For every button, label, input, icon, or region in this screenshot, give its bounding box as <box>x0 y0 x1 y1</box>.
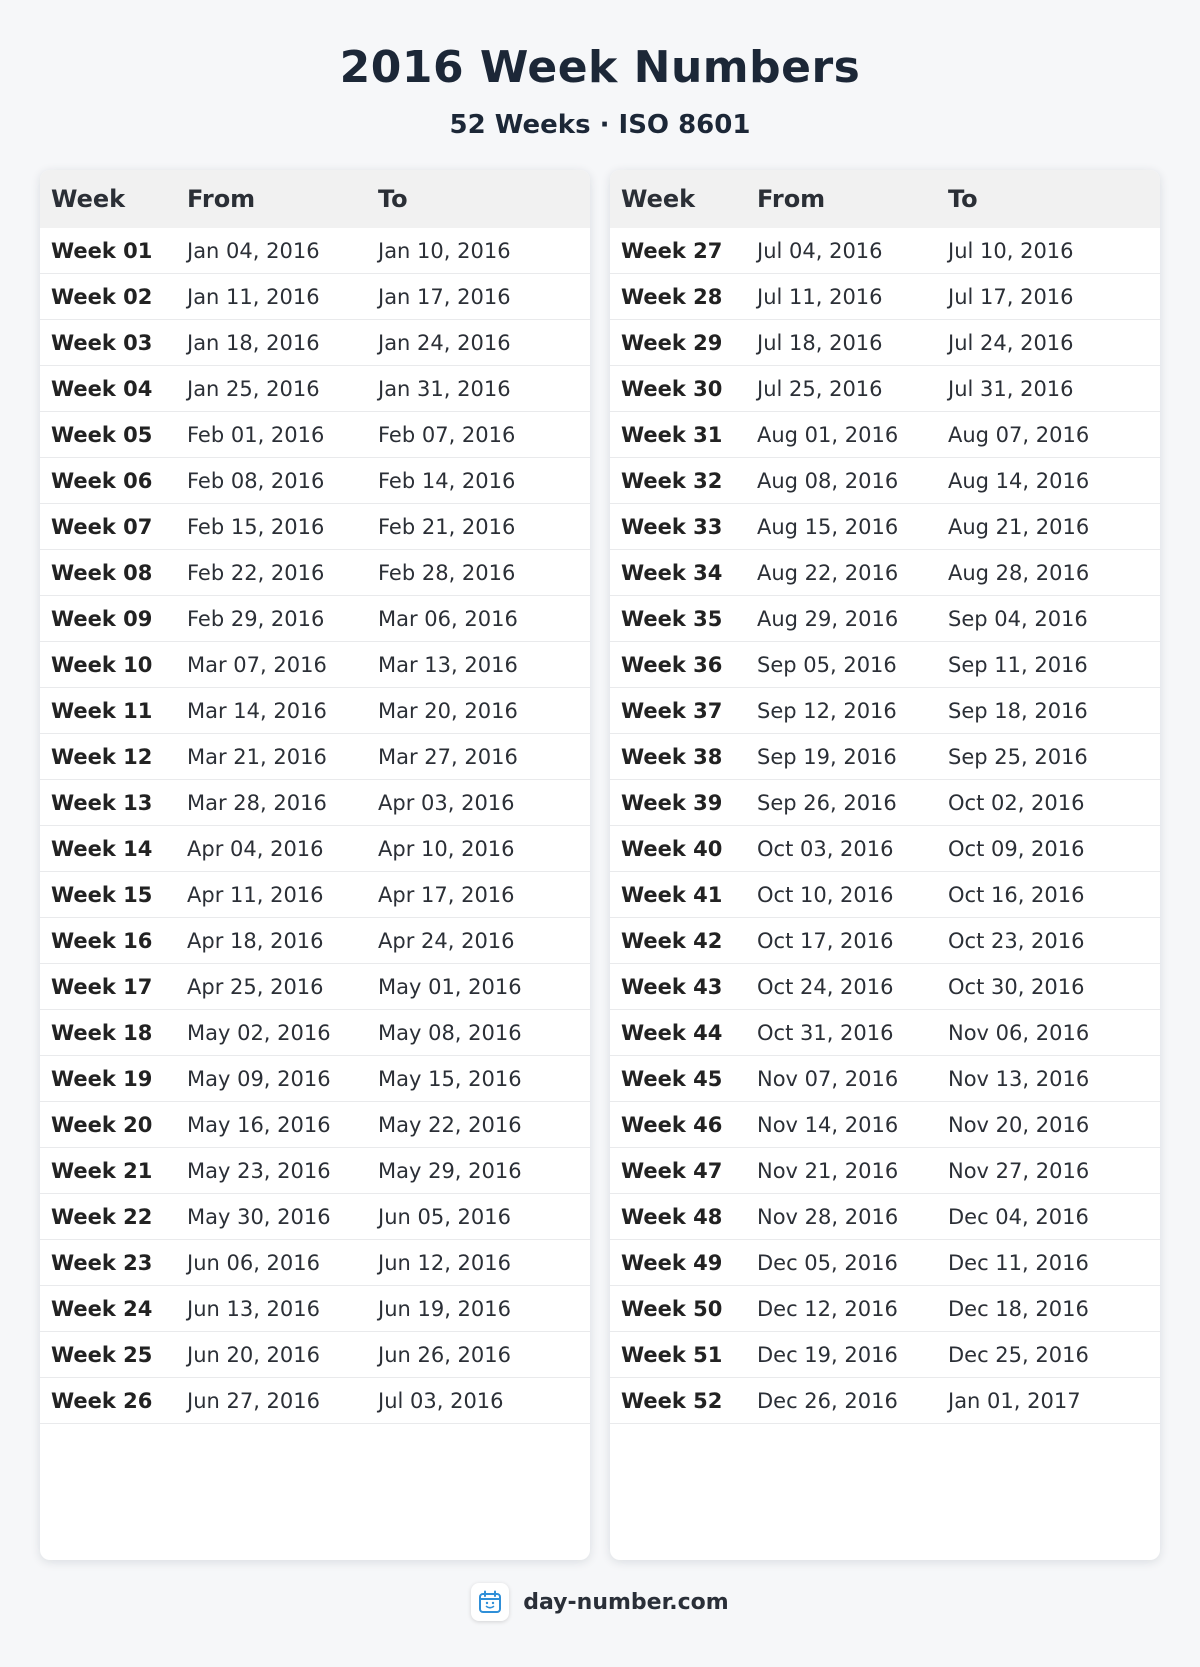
week-cell: Week 26 <box>51 1388 153 1413</box>
from-cell: Jul 18, 2016 <box>757 330 883 355</box>
week-cell: Week 50 <box>621 1296 723 1321</box>
table-row <box>610 1056 1160 1102</box>
table-row <box>610 274 1160 320</box>
week-cell: Week 13 <box>51 790 153 815</box>
table-row <box>40 1194 590 1240</box>
table-row <box>40 642 590 688</box>
week-cell: Week 32 <box>621 468 723 493</box>
table-row <box>610 596 1160 642</box>
week-cell: Week 38 <box>621 744 723 769</box>
table-row <box>40 274 590 320</box>
to-cell: Apr 24, 2016 <box>378 928 515 953</box>
column-header-week: Week <box>621 185 696 213</box>
week-cell: Week 17 <box>51 974 153 999</box>
table-row <box>40 1240 590 1286</box>
week-cell: Week 06 <box>51 468 153 493</box>
week-cell: Week 25 <box>51 1342 153 1367</box>
to-cell: May 29, 2016 <box>378 1158 522 1183</box>
from-cell: Mar 07, 2016 <box>187 652 327 677</box>
week-cell: Week 33 <box>621 514 723 539</box>
table-header-row <box>610 170 1160 228</box>
table-row <box>610 320 1160 366</box>
to-cell: Oct 30, 2016 <box>948 974 1085 999</box>
week-cell: Week 18 <box>51 1020 153 1045</box>
week-cell: Week 44 <box>621 1020 723 1045</box>
to-cell: Jul 31, 2016 <box>948 376 1074 401</box>
from-cell: Aug 01, 2016 <box>757 422 899 447</box>
week-cell: Week 41 <box>621 882 723 907</box>
from-cell: May 23, 2016 <box>187 1158 331 1183</box>
table-row <box>40 366 590 412</box>
table-row <box>610 1240 1160 1286</box>
to-cell: Oct 09, 2016 <box>948 836 1085 861</box>
from-cell: Oct 17, 2016 <box>757 928 894 953</box>
from-cell: Aug 08, 2016 <box>757 468 899 493</box>
table-row <box>610 1010 1160 1056</box>
to-cell: Jan 31, 2016 <box>378 376 511 401</box>
table-row <box>40 1148 590 1194</box>
to-cell: May 01, 2016 <box>378 974 522 999</box>
week-cell: Week 23 <box>51 1250 153 1275</box>
to-cell: Apr 10, 2016 <box>378 836 515 861</box>
table-row <box>40 918 590 964</box>
from-cell: May 09, 2016 <box>187 1066 331 1091</box>
from-cell: Jan 18, 2016 <box>187 330 320 355</box>
to-cell: Feb 14, 2016 <box>378 468 516 493</box>
site-name: day-number.com <box>523 1589 729 1615</box>
from-cell: Feb 15, 2016 <box>187 514 325 539</box>
week-cell: Week 46 <box>621 1112 723 1137</box>
to-cell: Dec 18, 2016 <box>948 1296 1089 1321</box>
table-row <box>40 596 590 642</box>
to-cell: Jan 17, 2016 <box>378 284 511 309</box>
week-cell: Week 30 <box>621 376 723 401</box>
from-cell: Jan 25, 2016 <box>187 376 320 401</box>
from-cell: Mar 28, 2016 <box>187 790 327 815</box>
from-cell: Oct 03, 2016 <box>757 836 894 861</box>
from-cell: Feb 08, 2016 <box>187 468 325 493</box>
to-cell: Jun 19, 2016 <box>378 1296 512 1321</box>
to-cell: Jun 26, 2016 <box>378 1342 512 1367</box>
table-row <box>610 826 1160 872</box>
week-cell: Week 47 <box>621 1158 723 1183</box>
table-row <box>610 872 1160 918</box>
week-cell: Week 05 <box>51 422 153 447</box>
calendar-face-icon <box>471 1583 509 1621</box>
from-cell: Sep 26, 2016 <box>757 790 897 815</box>
table-row <box>610 1194 1160 1240</box>
week-cell: Week 01 <box>51 238 153 263</box>
table-row <box>40 1010 590 1056</box>
column-header-to: To <box>948 185 978 213</box>
to-cell: Aug 14, 2016 <box>948 468 1090 493</box>
table-body <box>610 228 1160 1424</box>
table-header-row <box>40 170 590 228</box>
to-cell: Jun 05, 2016 <box>378 1204 512 1229</box>
from-cell: Feb 29, 2016 <box>187 606 325 631</box>
to-cell: Apr 17, 2016 <box>378 882 515 907</box>
column-header-from: From <box>187 185 256 213</box>
from-cell: Sep 19, 2016 <box>757 744 897 769</box>
table-row <box>40 872 590 918</box>
to-cell: Sep 25, 2016 <box>948 744 1088 769</box>
from-cell: Nov 07, 2016 <box>757 1066 899 1091</box>
table-row <box>610 412 1160 458</box>
to-cell: Mar 20, 2016 <box>378 698 518 723</box>
table-row <box>610 228 1160 274</box>
from-cell: Apr 18, 2016 <box>187 928 324 953</box>
to-cell: Dec 04, 2016 <box>948 1204 1089 1229</box>
from-cell: Nov 14, 2016 <box>757 1112 899 1137</box>
week-cell: Week 39 <box>621 790 723 815</box>
from-cell: Feb 01, 2016 <box>187 422 325 447</box>
week-cell: Week 04 <box>51 376 153 401</box>
to-cell: Nov 06, 2016 <box>948 1020 1090 1045</box>
table-row <box>610 458 1160 504</box>
to-cell: Nov 13, 2016 <box>948 1066 1090 1091</box>
week-cell: Week 27 <box>621 238 723 263</box>
to-cell: Jun 12, 2016 <box>378 1250 512 1275</box>
week-cell: Week 29 <box>621 330 723 355</box>
to-cell: Feb 21, 2016 <box>378 514 516 539</box>
to-cell: Sep 04, 2016 <box>948 606 1088 631</box>
to-cell: May 15, 2016 <box>378 1066 522 1091</box>
week-cell: Week 51 <box>621 1342 723 1367</box>
table-row <box>40 1286 590 1332</box>
week-cell: Week 22 <box>51 1204 153 1229</box>
week-cell: Week 16 <box>51 928 153 953</box>
column-header-to: To <box>378 185 408 213</box>
week-cell: Week 36 <box>621 652 723 677</box>
from-cell: Aug 29, 2016 <box>757 606 899 631</box>
week-cell: Week 11 <box>51 698 153 723</box>
table-row <box>610 780 1160 826</box>
from-cell: Nov 21, 2016 <box>757 1158 899 1183</box>
to-cell: Aug 28, 2016 <box>948 560 1090 585</box>
week-cell: Week 12 <box>51 744 153 769</box>
to-cell: Jul 24, 2016 <box>948 330 1074 355</box>
table-row <box>40 458 590 504</box>
to-cell: Sep 18, 2016 <box>948 698 1088 723</box>
week-cell: Week 31 <box>621 422 723 447</box>
table-row <box>610 688 1160 734</box>
table-row <box>40 826 590 872</box>
week-cell: Week 52 <box>621 1388 723 1413</box>
from-cell: Mar 14, 2016 <box>187 698 327 723</box>
week-cell: Week 10 <box>51 652 153 677</box>
week-cell: Week 43 <box>621 974 723 999</box>
from-cell: Mar 21, 2016 <box>187 744 327 769</box>
from-cell: Apr 11, 2016 <box>187 882 324 907</box>
table-row <box>40 228 590 274</box>
table-row <box>40 504 590 550</box>
from-cell: Jun 13, 2016 <box>187 1296 321 1321</box>
footer <box>0 1582 1200 1622</box>
to-cell: Oct 23, 2016 <box>948 928 1085 953</box>
to-cell: Jan 10, 2016 <box>378 238 511 263</box>
to-cell: Oct 02, 2016 <box>948 790 1085 815</box>
table-row <box>40 964 590 1010</box>
to-cell: Jan 01, 2017 <box>948 1388 1081 1413</box>
week-table-first-half <box>40 170 590 1560</box>
table-row <box>40 412 590 458</box>
page-title: 2016 Week Numbers <box>339 42 861 93</box>
week-cell: Week 28 <box>621 284 723 309</box>
to-cell: Feb 07, 2016 <box>378 422 516 447</box>
column-header-from: From <box>757 185 826 213</box>
from-cell: Apr 04, 2016 <box>187 836 324 861</box>
table-row <box>610 964 1160 1010</box>
from-cell: May 30, 2016 <box>187 1204 331 1229</box>
table-row <box>610 642 1160 688</box>
from-cell: Apr 25, 2016 <box>187 974 324 999</box>
table-row <box>40 320 590 366</box>
table-body <box>40 228 590 1424</box>
to-cell: Nov 27, 2016 <box>948 1158 1090 1183</box>
from-cell: Jan 04, 2016 <box>187 238 320 263</box>
to-cell: Feb 28, 2016 <box>378 560 516 585</box>
table-row <box>610 1148 1160 1194</box>
table-row <box>610 366 1160 412</box>
week-cell: Week 03 <box>51 330 153 355</box>
from-cell: Dec 19, 2016 <box>757 1342 898 1367</box>
from-cell: Feb 22, 2016 <box>187 560 325 585</box>
to-cell: Jul 10, 2016 <box>948 238 1074 263</box>
table-row <box>40 780 590 826</box>
from-cell: Jun 27, 2016 <box>187 1388 321 1413</box>
week-cell: Week 20 <box>51 1112 153 1137</box>
from-cell: Jun 06, 2016 <box>187 1250 321 1275</box>
table-row <box>610 1286 1160 1332</box>
week-cell: Week 49 <box>621 1250 723 1275</box>
from-cell: Aug 22, 2016 <box>757 560 899 585</box>
week-table-second-half <box>610 170 1160 1560</box>
to-cell: Oct 16, 2016 <box>948 882 1085 907</box>
week-cell: Week 34 <box>621 560 723 585</box>
week-cell: Week 07 <box>51 514 153 539</box>
to-cell: Dec 25, 2016 <box>948 1342 1089 1367</box>
from-cell: May 16, 2016 <box>187 1112 331 1137</box>
to-cell: May 22, 2016 <box>378 1112 522 1137</box>
table-row <box>40 550 590 596</box>
from-cell: Aug 15, 2016 <box>757 514 899 539</box>
table-row <box>40 688 590 734</box>
to-cell: Aug 07, 2016 <box>948 422 1090 447</box>
table-row <box>610 918 1160 964</box>
table-row <box>610 1332 1160 1378</box>
to-cell: Sep 11, 2016 <box>948 652 1088 677</box>
table-row <box>610 550 1160 596</box>
table-row <box>610 1102 1160 1148</box>
week-cell: Week 45 <box>621 1066 723 1091</box>
from-cell: Jul 11, 2016 <box>757 284 883 309</box>
week-cell: Week 21 <box>51 1158 153 1183</box>
to-cell: Aug 21, 2016 <box>948 514 1090 539</box>
week-cell: Week 19 <box>51 1066 153 1091</box>
from-cell: May 02, 2016 <box>187 1020 331 1045</box>
from-cell: Oct 31, 2016 <box>757 1020 894 1045</box>
from-cell: Sep 05, 2016 <box>757 652 897 677</box>
to-cell: Mar 06, 2016 <box>378 606 518 631</box>
to-cell: Jul 03, 2016 <box>378 1388 504 1413</box>
table-row <box>40 1378 590 1424</box>
to-cell: May 08, 2016 <box>378 1020 522 1045</box>
week-cell: Week 02 <box>51 284 153 309</box>
column-header-week: Week <box>51 185 126 213</box>
from-cell: Oct 10, 2016 <box>757 882 894 907</box>
from-cell: Jul 25, 2016 <box>757 376 883 401</box>
week-cell: Week 08 <box>51 560 153 585</box>
to-cell: Apr 03, 2016 <box>378 790 515 815</box>
from-cell: Sep 12, 2016 <box>757 698 897 723</box>
table-row <box>40 1102 590 1148</box>
week-cell: Week 42 <box>621 928 723 953</box>
from-cell: Oct 24, 2016 <box>757 974 894 999</box>
to-cell: Mar 27, 2016 <box>378 744 518 769</box>
to-cell: Dec 11, 2016 <box>948 1250 1089 1275</box>
to-cell: Jan 24, 2016 <box>378 330 511 355</box>
from-cell: Jul 04, 2016 <box>757 238 883 263</box>
from-cell: Dec 26, 2016 <box>757 1388 898 1413</box>
table-row <box>610 734 1160 780</box>
week-cell: Week 48 <box>621 1204 723 1229</box>
to-cell: Nov 20, 2016 <box>948 1112 1090 1137</box>
from-cell: Dec 12, 2016 <box>757 1296 898 1321</box>
week-cell: Week 14 <box>51 836 153 861</box>
table-row <box>40 734 590 780</box>
from-cell: Nov 28, 2016 <box>757 1204 899 1229</box>
table-row <box>40 1332 590 1378</box>
page-subtitle: 52 Weeks · ISO 8601 <box>449 110 751 140</box>
week-cell: Week 35 <box>621 606 723 631</box>
week-cell: Week 09 <box>51 606 153 631</box>
week-cell: Week 15 <box>51 882 153 907</box>
to-cell: Mar 13, 2016 <box>378 652 518 677</box>
table-row <box>40 1056 590 1102</box>
to-cell: Jul 17, 2016 <box>948 284 1074 309</box>
week-cell: Week 40 <box>621 836 723 861</box>
from-cell: Dec 05, 2016 <box>757 1250 898 1275</box>
table-row <box>610 504 1160 550</box>
week-cell: Week 37 <box>621 698 723 723</box>
week-cell: Week 24 <box>51 1296 153 1321</box>
table-row <box>610 1378 1160 1424</box>
from-cell: Jan 11, 2016 <box>187 284 320 309</box>
from-cell: Jun 20, 2016 <box>187 1342 321 1367</box>
